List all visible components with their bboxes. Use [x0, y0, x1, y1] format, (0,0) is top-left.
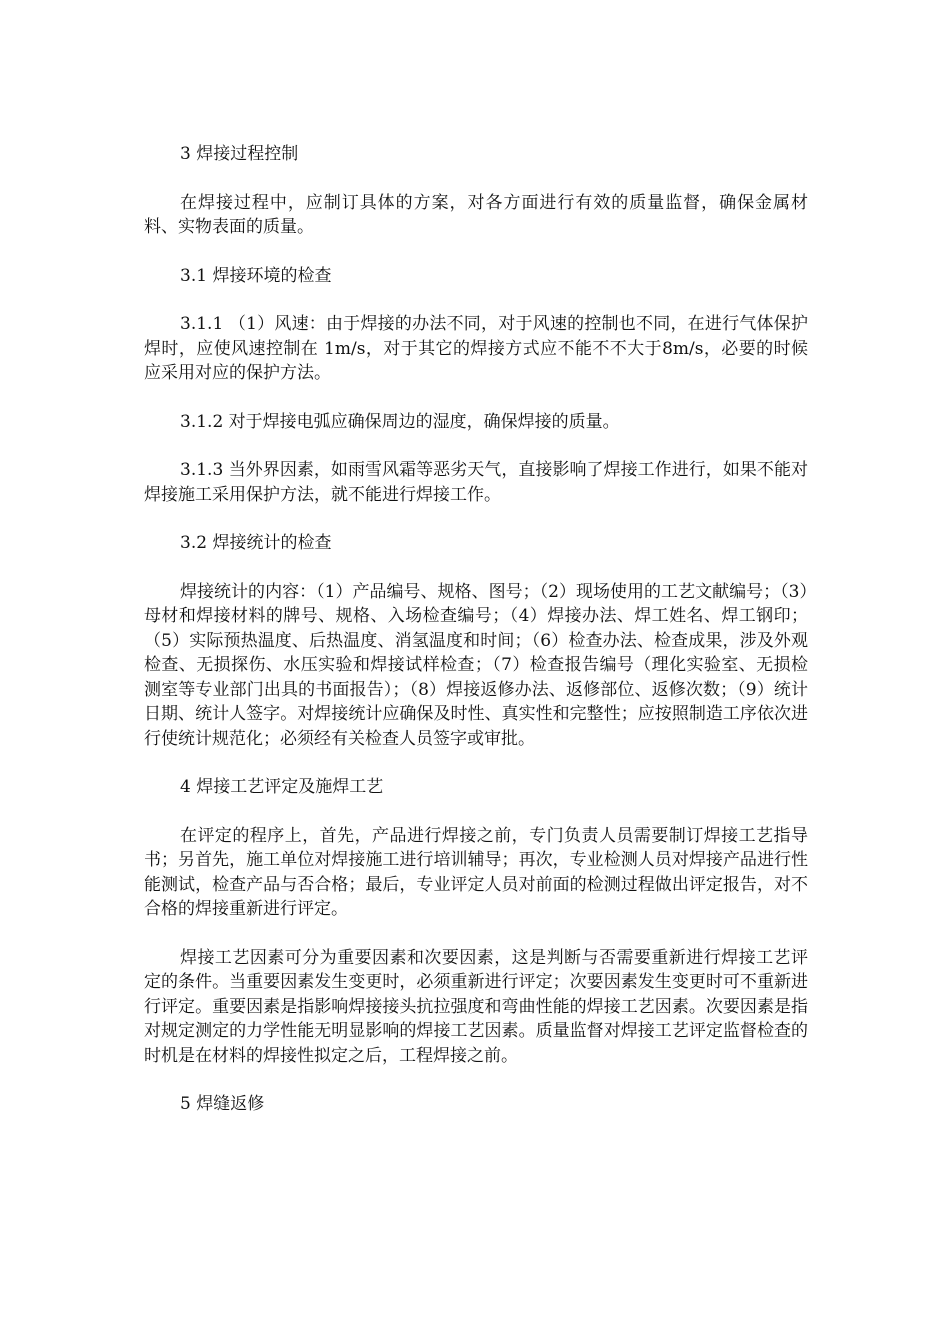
- section-heading-3: 3 焊接过程控制: [180, 144, 299, 164]
- paragraph-process-factors: 焊接工艺因素可分为重要因素和次要因素，这是判断与否需要重新进行焊接工艺评定的条件。当重要因素发生变更时，必须重新进行评定；次要因素发生变更时可不重新进行评定。重要因素是指影响焊接接头抗拉强度和弯曲性能的焊接工艺因素。次要因素是指对规定测定的力学性能无明显影响的焊接工艺因素。质量监督对焊接工艺评定监督检查的时机是在材料的焊接性拟定之后，工程焊接之前。: [144, 947, 808, 1066]
- section-heading-5: 5 焊缝返修: [180, 1094, 265, 1114]
- document-page: [144, 142, 808, 1141]
- paragraph-evaluation-procedure: 在评定的程序上，首先，产品进行焊接之前，专门负责人员需要制订焊接工艺指导书；另首先，施工单位对焊接施工进行培训辅导；再次，专业检测人员对焊接产品进行性能测试，检查产品与否合格；最后，专业评定人员对前面的检测过程做出评定报告，对不合格的焊接重新进行评定。: [144, 825, 808, 919]
- paragraph-welding-records: 焊接统计的内容：（1）产品编号、规格、图号；（2）现场使用的工艺文献编号；（3）母材和焊接材料的牌号、规格、入场检查编号；（4）焊接办法、焊工姓名、焊工钢印；（5）实际预热温度、后热温度、消氢温度和时间；（6）检查办法、检查成果，涉及外观检查、无损探伤、水压实验和焊接试样检查；（7）检查报告编号（理化实验室、无损检测室等专业部门出具的书面报告）；（8）焊接返修办法、返修部位、返修次数；（9）统计日期、统计人签字。对焊接统计应确保及时性、真实性和完整性；应按照制造工序依次进行使统计规范化；必须经有关检查人员签字或审批。: [144, 581, 808, 749]
- section-heading-4: 4 焊接工艺评定及施焊工艺: [180, 777, 384, 797]
- paragraph-3-1-1: 3.1.1 （1）风速：由于焊接的办法不同，对于风速的控制也不同，在进行气体保护焊时，应使风速控制在 1m/s，对于其它的焊接方式应不能不不大于8m/s，必要的时候应采用对应的保护方法。: [144, 314, 808, 383]
- section-heading-3-1: 3.1 焊接环境的检查: [180, 265, 332, 286]
- section-heading-3-2: 3.2 焊接统计的检查: [180, 533, 332, 553]
- paragraph-3-1-3: 3.1.3 当外界因素，如雨雪风霜等恶劣天气，直接影响了焊接工作进行，如果不能对焊接施工采用保护方法，就不能进行焊接工作。: [144, 460, 808, 505]
- paragraph-process-control: 在焊接过程中，应制订具体的方案，对各方面进行有效的质量监督，确保金属材料、实物表面的质量。: [144, 192, 808, 237]
- paragraph-3-1-2: 3.1.2 对于焊接电弧应确保周边的湿度，确保焊接的质量。: [180, 411, 620, 432]
